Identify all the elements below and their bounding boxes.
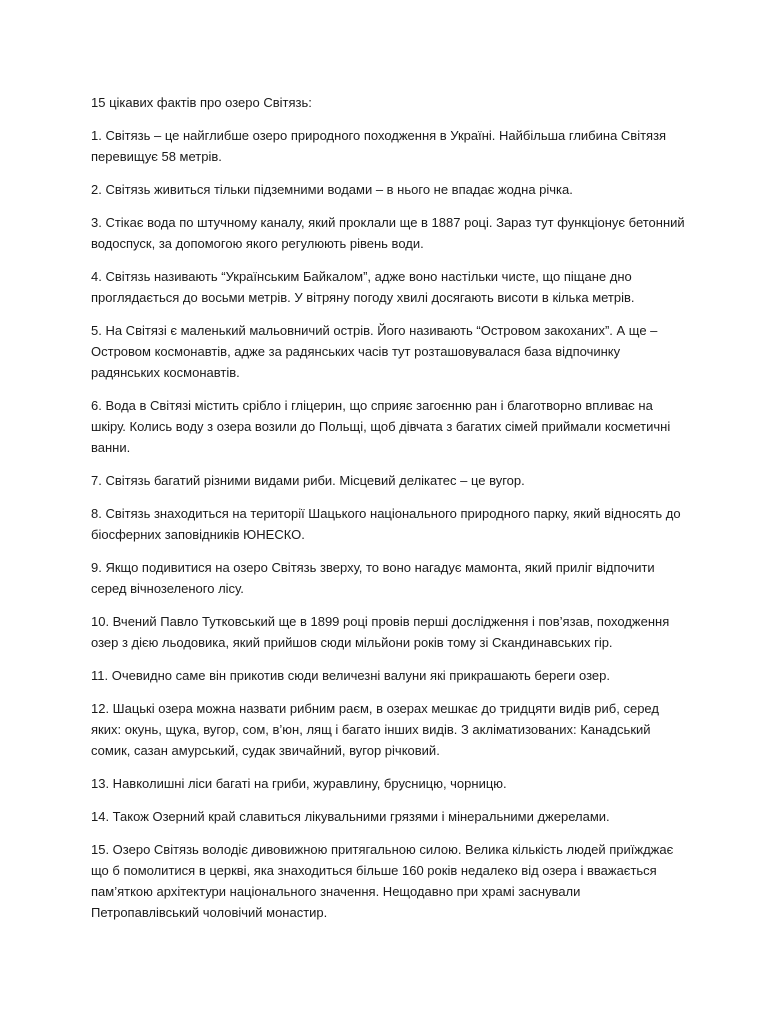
fact-item-8: 8. Світязь знаходиться на території Шацького національного природного парку, який відносять до біосферних заповідників ЮНЕСКО. <box>91 506 681 542</box>
facts-list <box>91 125 691 923</box>
fact-item-1: 1. Світязь – це найглибше озеро природного походження в Україні. Найбільша глибина Світязя перевищує 58 метрів. <box>91 128 667 164</box>
fact-item-11: 11. Очевидно саме він прикотив сюди величезні валуни які прикрашають береги озер. <box>91 668 611 683</box>
fact-item-7: 7. Світязь багатий різними видами риби. Місцевий делікатес – це вугор. <box>91 473 525 488</box>
fact-item-14: 14. Також Озерний край славиться лікувальними грязями і мінеральними джерелами. <box>91 809 610 824</box>
fact-item-15: 15. Озеро Світязь володіє дивовижною притягальною силою. Велика кількість людей приїжджає що б помолитися в церкві, яка знаходиться більше 160 років недалеко від озера і вважається пам’яткою архітектури національного значення. Нещодавно при храмі заснували Петропавлівський чоловічий монастир. <box>91 842 674 920</box>
fact-item-9: 9. Якщо подивитися на озеро Світязь зверху, то воно нагадує мамонта, який приліг відпочити серед вічнозеленого лісу. <box>91 560 655 596</box>
fact-item-4: 4. Світязь називають “Українським Байкалом”, адже воно настільки чисте, що піщане дно проглядається до восьми метрів. У вітряну погоду хвилі досягають висоти в кілька метрів. <box>91 269 635 305</box>
fact-item-10: 10. Вчений Павло Тутковський ще в 1899 році провів перші дослідження і пов’язав, походження озер з дією льодовика, який прийшов сюди мільйони років тому зі Скандинавських гір. <box>91 614 670 650</box>
fact-item-5: 5. На Світязі є маленький мальовничий острів. Його називають “Островом закоханих”. А ще – Островом космонавтів, адже за радянських часів тут розташовувалася база відпочинку радянських космонавтів. <box>91 323 658 380</box>
fact-item-3: 3. Стікає вода по штучному каналу, який проклали ще в 1887 році. Зараз тут функціонує бетонний водоспуск, за допомогою якого регулюють рівень води. <box>91 215 685 251</box>
document-page <box>91 92 691 935</box>
document-title: 15 цікавих фактів про озеро Світязь: <box>91 95 312 110</box>
fact-item-13: 13. Навколишні ліси багаті на гриби, журавлину, брусницю, чорницю. <box>91 776 507 791</box>
fact-item-2: 2. Світязь живиться тільки підземними водами – в нього не впадає жодна річка. <box>91 182 573 197</box>
fact-item-12: 12. Шацькі озера можна назвати рибним раєм, в озерах мешкає до тридцяти видів риб, серед яких: окунь, щука, вугор, сом, в’юн, лящ і багато інших видів. З акліматизованих: Канадський сомик, сазан амурський, судак звичайний, вугор річковий. <box>91 701 659 758</box>
fact-item-6: 6. Вода в Світязі містить срібло і гліцерин, що сприяє загоєнню ран і благотворно впливає на шкіру. Колись воду з озера возили до Польщі, щоб дівчата з багатих сімей приймали косметичні ванни. <box>91 398 671 455</box>
